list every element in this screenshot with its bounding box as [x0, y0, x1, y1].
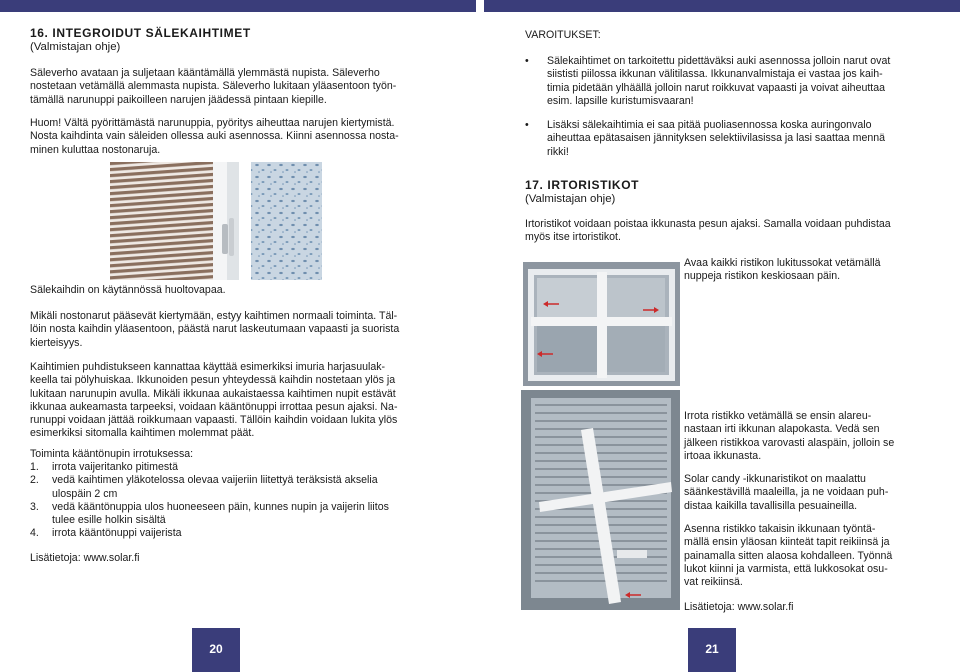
text-line: nostetaan vetämällä alemmasta nupista. Säleverho lukitaan yläasentoon työn- [30, 80, 397, 93]
text-line: tulee esille holkin sisältä [52, 514, 166, 527]
text-line: keella tai pölyhuiskaa. Ikkunoiden pesun yhteydessä kaihdin nostetaan ylös ja [30, 374, 396, 387]
step-number: 4. [30, 527, 39, 540]
step-item [30, 474, 389, 501]
blinds-illustration [110, 162, 322, 280]
text-line: painamalla sitten alaosa kohdalleen. Työnnä [684, 549, 893, 562]
text-line: Säleverho avataan ja suljetaan kääntämällä ylemmästä nupista. Säleverho [30, 67, 380, 79]
text-line: runuppi voidaan jättää roikkumaan vapaasti. Tällöin kaihdin voidaan lukita ylös [30, 414, 398, 427]
step-number: 3. [30, 500, 39, 513]
twisted-cords-paragraph [30, 310, 399, 350]
text-line: jälkeen ristikkoa varovasti alaspäin, jolloin se [684, 436, 895, 449]
blinds-photo [110, 162, 322, 280]
text-line: säänkestävillä maaleilla, ja ne voidaan puh- [684, 486, 889, 499]
text-line: Lisäksi sälekaihtimia ei saa pitää puoliasennossa koska auringonvalo [547, 119, 872, 132]
text-line: Mikäli nostonarut pääsevät kiertymään, estyy kaihtimen normaali toiminta. Täl- [30, 310, 398, 322]
step-number: 1. [30, 461, 39, 473]
knob-removal-title: Toiminta kääntönupin irrotuksessa: [30, 448, 194, 460]
text-line: siististi piilossa ikkunan välitilassa. Ikkunanvalmistaja ei vastaa jos kaih- [547, 68, 883, 81]
blinds-warning-paragraph [30, 117, 399, 157]
step-item [30, 527, 389, 540]
section-17-heading: 17. IRTORISTIKOT [525, 178, 640, 192]
text-line: esimerkiksi sitomalla kaihtimen molemmat päät. [30, 427, 255, 440]
cleaning-paragraph [30, 361, 397, 441]
text-line: irrota vaijeritanko pitimestä [52, 461, 178, 473]
text-line: Solar candy -ikkunaristikot on maalattu [684, 473, 866, 485]
text-line: lukot kiinni ja varmista, että lukkosokat osu- [684, 562, 888, 575]
section-16-heading: 16. INTEGROIDUT SÄLEKAIHTIMET [30, 26, 251, 40]
knob-removal-steps [30, 461, 389, 541]
text-line: mällä ensin yläosan kiinteät tapit reikiinsä ja [684, 536, 890, 549]
text-line: minen kuluttaa nostonaruja. [30, 143, 161, 156]
step-item [30, 501, 389, 528]
reinstall-grille-paragraph [684, 523, 892, 589]
text-line: myös itse irtoristikot. [525, 231, 621, 244]
text-line: Kaihtimien puhdistukseen kannattaa käyttää esimerkiksi imuria harjasuulak- [30, 361, 386, 373]
text-line: ulospäin 2 cm [52, 487, 118, 500]
open-locks-instruction [684, 257, 880, 284]
step-item [30, 461, 389, 474]
warnings-list [525, 55, 890, 170]
text-line: kierteisyys. [30, 336, 83, 349]
text-line: Nosta kaihdinta vain säleiden ollessa auki asennossa. Kiinni asennossa nosta- [30, 130, 399, 143]
text-line: irtoaa ikkunasta. [684, 449, 762, 462]
text-line: vedä kaihtimen yläkotelossa olevaa vaijeriin liitettyä teräksistä akselia [52, 474, 378, 487]
page-number-right: 21 [688, 628, 736, 672]
page-top-bar-left [0, 0, 476, 12]
text-line: löin nosta kaihdin yläasentoon, päästä narut laskeutumaan vapaasti ja suorista [30, 323, 400, 336]
page-top-bar-right [484, 0, 960, 12]
blinds-photo-caption: Sälekaihdin on käytännössä huoltovapaa. [30, 284, 226, 296]
text-line: ikkunaa aukeamasta tarpeeksi, voidaan kääntönuppi irrottaa pesun ajaksi. Na- [30, 400, 398, 413]
text-line: Huom! Vältä pyörittämästä narunuppia, pyöritys aiheuttaa narujen kiertymistä. [30, 117, 395, 129]
text-line: Avaa kaikki ristikon lukitussokat vetämällä [684, 257, 881, 269]
section-17-subheading: (Valmistajan ohje) [525, 193, 616, 205]
bullet-icon: • [525, 119, 529, 132]
text-line: lukitaan narunupin avulla. Mikäli ikkunaa aukaistaessa kaihtimen nupit estävät [30, 387, 396, 400]
warning-item [525, 119, 890, 159]
text-line: aiheuttaa epätasaisen jännityksen selektiivilasissa ja lasi saattaa mennä [547, 132, 886, 145]
text-line: rikki! [547, 145, 569, 158]
text-line: vedä kääntönuppia ulos huoneeseen päin, kunnes nupin ja vaijerin liitos [52, 500, 389, 513]
blinds-operation-paragraph [30, 67, 396, 107]
grilles-intro-paragraph [525, 218, 891, 245]
remove-grille-paragraph [684, 410, 894, 463]
text-line: vat reikiinsä. [684, 576, 743, 589]
page-number-left: 20 [192, 628, 240, 672]
more-info-link-left[interactable]: Lisätietoja: www.solar.fi [30, 552, 140, 564]
text-line: tämällä narunuppi paikoilleen narujen jäädessä pintaan kiepille. [30, 93, 327, 106]
text-line: Irrota ristikko vetämällä se ensin alareu- [684, 410, 872, 422]
window-grille-illustration [523, 262, 680, 386]
more-info-link-right[interactable]: Lisätietoja: www.solar.fi [684, 601, 794, 613]
section-16-subheading: (Valmistajan ohje) [30, 41, 121, 53]
grille-removal-photo [521, 390, 680, 610]
text-line: nastaan irti ikkunan alapokasta. Vedä sen [684, 423, 880, 436]
text-line: esim. lapsille kuristumisvaaran! [547, 94, 694, 107]
window-grille-photo [523, 262, 680, 386]
text-line: Asenna ristikko takaisin ikkunaan työntä- [684, 523, 876, 535]
grille-removal-illustration [521, 390, 680, 610]
paint-info-paragraph [684, 473, 888, 513]
text-line: distaa kaikilla tavallisilla pesuaineilla. [684, 499, 858, 512]
text-line: timia pidetään ylhäällä jolloin narut roikkuvat vapaasti ja voivat aiheuttaa [547, 81, 886, 94]
bullet-icon: • [525, 55, 529, 67]
step-number: 2. [30, 474, 39, 487]
text-line: nuppeja ristikon keskiosaan päin. [684, 270, 841, 283]
warnings-title: VAROITUKSET: [525, 29, 601, 41]
text-line: Sälekaihtimet on tarkoitettu pidettäväksi auki asennossa jolloin narut ovat [547, 55, 891, 67]
warning-item [525, 55, 890, 108]
text-line: irrota kääntönuppi vaijerista [52, 527, 182, 540]
text-line: Irtoristikot voidaan poistaa ikkunasta pesun ajaksi. Samalla voidaan puhdistaa [525, 218, 891, 230]
